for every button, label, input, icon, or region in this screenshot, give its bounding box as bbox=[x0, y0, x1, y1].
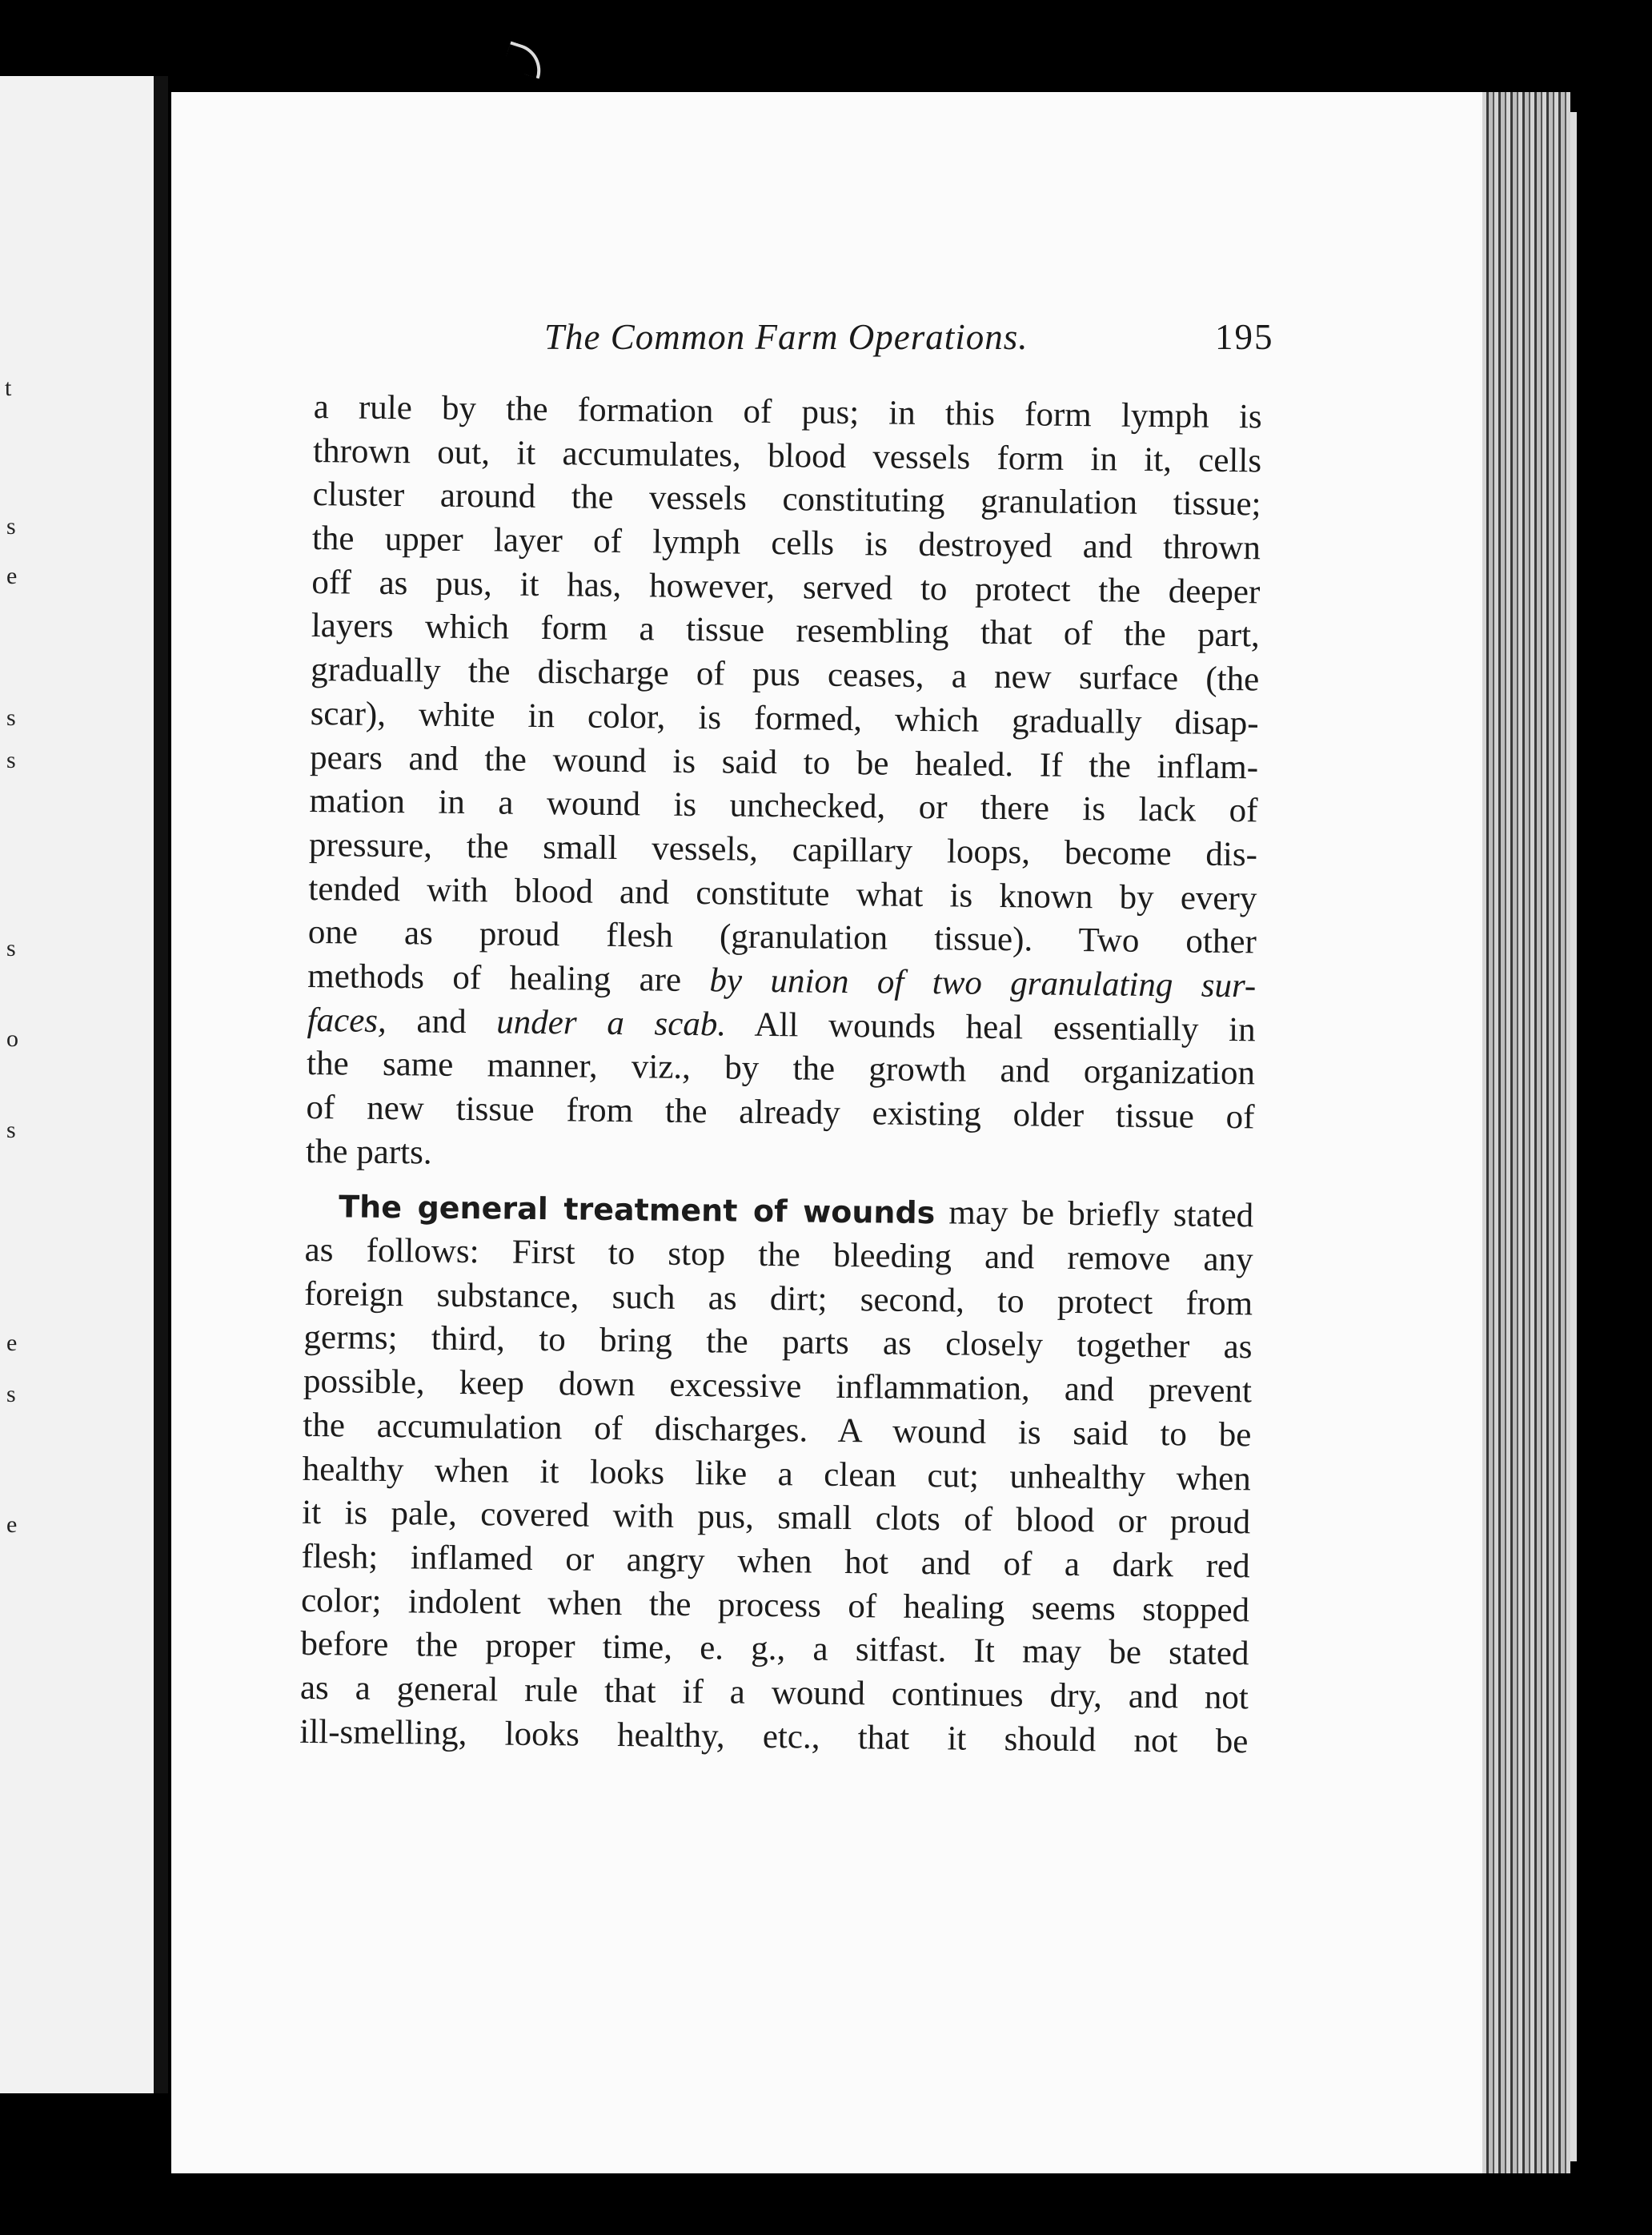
page-stack-edges bbox=[1482, 92, 1570, 2173]
text-line: before the proper time, e. g., a sitfast. It may be stated bbox=[300, 1625, 1249, 1673]
italic-phrase: by union of two granulating sur- bbox=[709, 961, 1257, 1005]
text-line: foreign substance, such as dirt; second, to protect from bbox=[303, 1274, 1253, 1323]
margin-char: t bbox=[5, 375, 12, 401]
text-line: as follows: First to stop the bleeding and remove any bbox=[304, 1231, 1253, 1279]
italic-phrase: under a scab. bbox=[496, 1003, 727, 1044]
margin-char: s bbox=[6, 747, 16, 773]
text-line: possible, keep down excessive inflammation, and prevent bbox=[303, 1362, 1253, 1410]
text-line: germs; third, to bring the parts as closely together as bbox=[303, 1318, 1253, 1366]
margin-char: s bbox=[6, 513, 16, 540]
text-line: ill-smelling, looks healthy, etc., that it should not be bbox=[299, 1712, 1249, 1760]
text-line: scar), white in color, is formed, which gradually disap- bbox=[310, 694, 1259, 743]
running-head: The Common Farm Operations. bbox=[544, 317, 1028, 357]
text-line: color; indolent when the process of healing seems stopped bbox=[300, 1581, 1250, 1629]
text-line: a rule by the formation of pus; in this form lymph is bbox=[313, 387, 1262, 436]
text-line: the accumulation of discharges. A wound is said to be bbox=[303, 1406, 1252, 1455]
gutter-shadow bbox=[154, 76, 168, 2093]
margin-char: s bbox=[6, 1117, 16, 1143]
text-line: mation in a wound is unchecked, or there is lack of bbox=[309, 782, 1258, 830]
text-line: pressure, the small vessels, capillary loops, become dis- bbox=[308, 825, 1258, 874]
text-line: gradually the discharge of pus ceases, a new surface (the bbox=[311, 651, 1260, 699]
margin-char: e bbox=[6, 563, 18, 589]
text-line: flesh; inflamed or angry when hot and of a dark red bbox=[301, 1537, 1250, 1586]
page-stack-outer-edge bbox=[1570, 112, 1577, 2161]
text-line: thrown out, it accumulates, blood vessels form in it, cells bbox=[312, 431, 1262, 480]
text-run: may be briefly stated bbox=[935, 1194, 1254, 1235]
margin-char: s bbox=[6, 1381, 16, 1407]
text-line: of new tissue from the already existing older tissue of bbox=[306, 1088, 1255, 1137]
text-run: and bbox=[386, 1001, 497, 1041]
scan-corner-mark bbox=[503, 41, 547, 78]
text-run: methods of healing are bbox=[307, 957, 710, 1000]
text-line: tended with blood and constitute what is known by every bbox=[308, 869, 1257, 917]
margin-char: o bbox=[6, 1025, 18, 1052]
page-number: 195 bbox=[1215, 317, 1274, 357]
margin-char: s bbox=[6, 935, 16, 961]
text-line: layers which form a tissue resembling that of the part, bbox=[311, 607, 1261, 655]
text-line: pears and the wound is said to be healed. If the inflam- bbox=[309, 738, 1259, 786]
text-line: it is pale, covered with pus, small clots of blood or proud bbox=[302, 1494, 1251, 1542]
section-heading: The general treatment of wounds bbox=[339, 1189, 936, 1231]
text-line: the same manner, viz., by the growth and organization bbox=[306, 1045, 1256, 1093]
facing-page-sliver bbox=[0, 76, 154, 2093]
margin-char: s bbox=[6, 704, 16, 731]
text-line: cluster around the vessels constituting granulation tissue; bbox=[312, 475, 1261, 524]
margin-char: e bbox=[6, 1330, 18, 1356]
text-line: healthy when it looks like a clean cut; unhealthy when bbox=[302, 1450, 1252, 1498]
text-line: as a general rule that if a wound continues dry, and not bbox=[299, 1668, 1249, 1717]
page-body-text bbox=[299, 386, 1262, 1764]
text-line: one as proud flesh (granulation tissue). Two other bbox=[307, 913, 1257, 961]
text-line: the parts. bbox=[305, 1132, 432, 1172]
text-line: the upper layer of lymph cells is destroyed and thrown bbox=[311, 520, 1261, 568]
text-line: off as pus, it has, however, served to protect the deeper bbox=[311, 563, 1261, 612]
text-run: All wounds heal essentially in bbox=[725, 1005, 1256, 1049]
italic-phrase: faces, bbox=[307, 1001, 387, 1040]
margin-char: e bbox=[6, 1511, 18, 1538]
